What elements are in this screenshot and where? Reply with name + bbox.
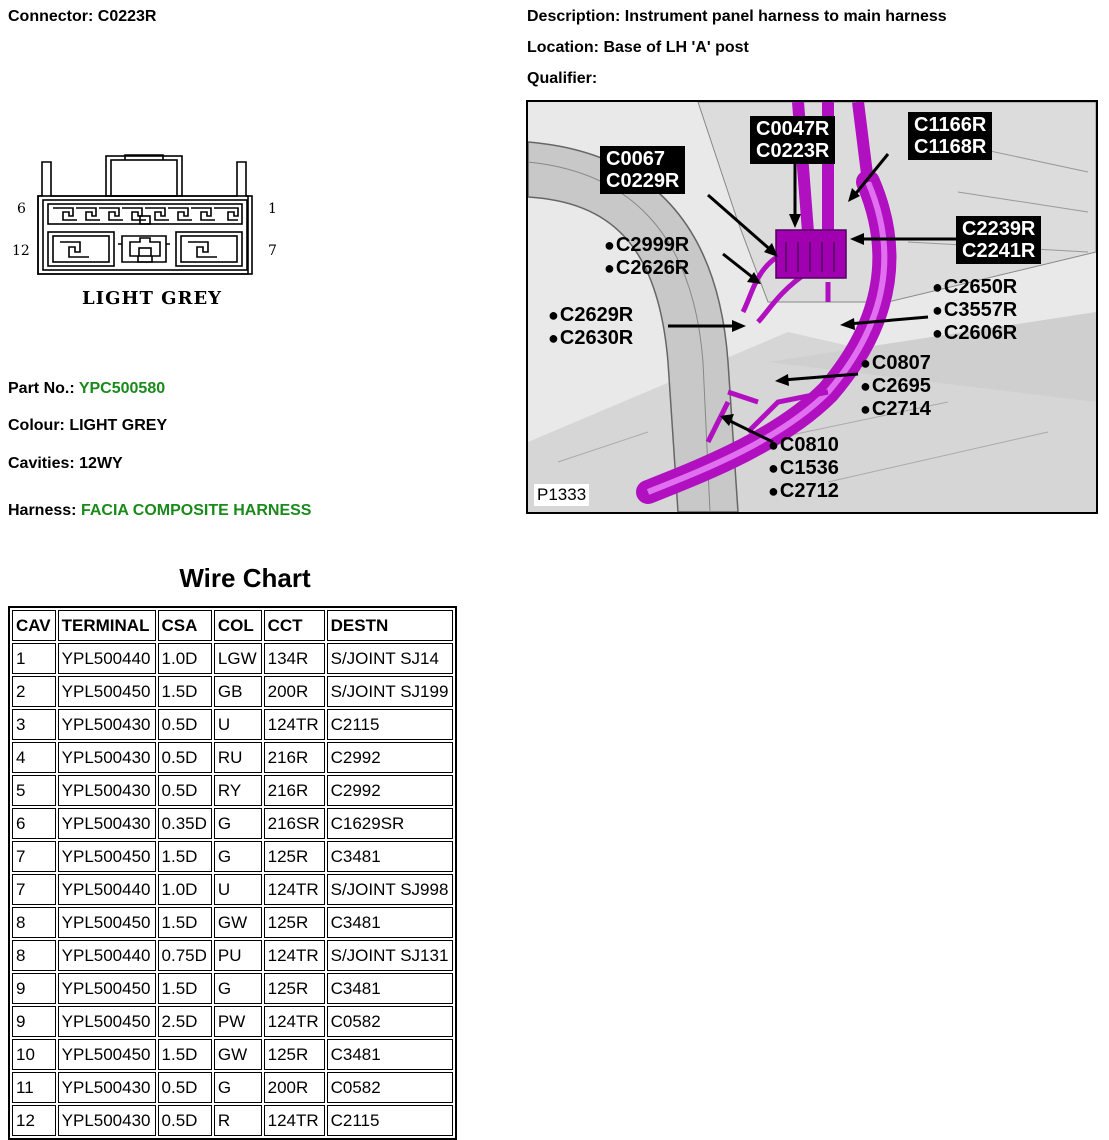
cavities-value: 12WY [79, 455, 123, 472]
header-destn: DESTN [327, 610, 454, 641]
cell-csa: 2.5D [158, 1006, 212, 1037]
cell-cav: 12 [12, 1105, 56, 1136]
cell-cav: 2 [12, 676, 56, 707]
cell-cav: 1 [12, 643, 56, 674]
cell-cav: 7 [12, 874, 56, 905]
cell-destn: C3481 [327, 1039, 454, 1070]
cell-csa: 0.35D [158, 808, 212, 839]
cell-terminal: YPL500450 [58, 907, 156, 938]
cell-col: RU [214, 742, 262, 773]
cell-cct: 125R [264, 841, 325, 872]
cell-terminal: YPL500450 [58, 1039, 156, 1070]
cell-csa: 0.5D [158, 742, 212, 773]
cell-csa: 1.5D [158, 907, 212, 938]
cell-terminal: YPL500450 [58, 1006, 156, 1037]
cell-destn: C2992 [327, 742, 454, 773]
cell-csa: 1.5D [158, 676, 212, 707]
cell-csa: 1.5D [158, 841, 212, 872]
cell-destn: S/JOINT SJ14 [327, 643, 454, 674]
cell-terminal: YPL500440 [58, 874, 156, 905]
cell-terminal: YPL500430 [58, 1072, 156, 1103]
cell-cav: 11 [12, 1072, 56, 1103]
colour-label: Colour: LIGHT GREY [8, 417, 168, 434]
cell-cct: 124TR [264, 1105, 325, 1136]
cell-destn: C2992 [327, 775, 454, 806]
dot-group-1: ● C2999R ● C2626R [604, 234, 689, 280]
connector-drawing-caption: LIGHT GREY [82, 288, 223, 309]
cell-col: LGW [214, 643, 262, 674]
cell-csa: 0.5D [158, 1072, 212, 1103]
cell-cct: 124TR [264, 874, 325, 905]
part-no-label: Part No.: YPC500580 [8, 380, 166, 397]
dot-group-2: ● C2650R ● C3557R ● C2606R [932, 276, 1017, 345]
cell-cav: 9 [12, 1006, 56, 1037]
table-row [12, 907, 453, 938]
cell-cct: 124TR [264, 1006, 325, 1037]
cell-cct: 125R [264, 1039, 325, 1070]
cell-destn: C3481 [327, 841, 454, 872]
cell-col: PW [214, 1006, 262, 1037]
header-cav: CAV [12, 610, 56, 641]
wire-chart-header-row [12, 610, 453, 641]
table-row [12, 874, 453, 905]
cell-csa: 1.5D [158, 1039, 212, 1070]
cell-cav: 6 [12, 808, 56, 839]
cell-destn: C2115 [327, 1105, 454, 1136]
cell-cct: 124TR [264, 709, 325, 740]
table-row [12, 709, 453, 740]
cavities-label: Cavities: 12WY [8, 455, 123, 472]
cell-destn: S/JOINT SJ131 [327, 940, 454, 971]
connector-label: Connector: C0223R [8, 8, 157, 25]
cell-cav: 8 [12, 907, 56, 938]
cell-cct: 125R [264, 973, 325, 1004]
table-row [12, 940, 453, 971]
cell-csa: 1.0D [158, 874, 212, 905]
figure-id: P1333 [534, 484, 589, 506]
harness-label: Harness: FACIA COMPOSITE HARNESS [8, 502, 312, 519]
cell-cav: 7 [12, 841, 56, 872]
cell-terminal: YPL500430 [58, 1105, 156, 1136]
cell-col: G [214, 1072, 262, 1103]
cell-csa: 0.5D [158, 775, 212, 806]
callout-c0047r-c0223r: C0047R C0223R [750, 116, 835, 164]
cell-terminal: YPL500450 [58, 973, 156, 1004]
description-label: Description: Instrument panel harness to main harness [527, 8, 947, 25]
cell-col: G [214, 841, 262, 872]
table-row [12, 1039, 453, 1070]
table-row [12, 841, 453, 872]
table-row [12, 973, 453, 1004]
cell-terminal: YPL500430 [58, 742, 156, 773]
header-csa: CSA [158, 610, 212, 641]
cell-cct: 124TR [264, 940, 325, 971]
pin-number-7: 7 [268, 243, 277, 259]
cell-cct: 216SR [264, 808, 325, 839]
cell-cct: 134R [264, 643, 325, 674]
cell-csa: 0.5D [158, 709, 212, 740]
cell-csa: 0.5D [158, 1105, 212, 1136]
cell-cct: 216R [264, 775, 325, 806]
cell-destn: C1629SR [327, 808, 454, 839]
callout-c0067-c0229r: C0067 C0229R [600, 146, 685, 194]
cell-col: G [214, 973, 262, 1004]
header-terminal: TERMINAL [58, 610, 156, 641]
description-value: Instrument panel harness to main harness [624, 8, 947, 25]
cell-destn: C3481 [327, 907, 454, 938]
header-col: COL [214, 610, 262, 641]
cell-cav: 3 [12, 709, 56, 740]
cell-destn: C3481 [327, 973, 454, 1004]
callout-c1166r-c1168r: C1166R C1168R [908, 112, 992, 160]
cell-col: U [214, 709, 262, 740]
cell-cav: 9 [12, 973, 56, 1004]
cell-cav: 5 [12, 775, 56, 806]
cell-terminal: YPL500430 [58, 808, 156, 839]
table-row [12, 676, 453, 707]
cell-cct: 200R [264, 676, 325, 707]
location-label: Location: Base of LH 'A' post [527, 39, 749, 56]
table-row [12, 775, 453, 806]
part-no-link[interactable]: YPC500580 [78, 380, 166, 397]
cell-col: RY [214, 775, 262, 806]
location-diagram [526, 100, 1098, 514]
table-row [12, 643, 453, 674]
cell-col: GB [214, 676, 262, 707]
cell-terminal: YPL500440 [58, 643, 156, 674]
dot-group-3: ● C2629R ● C2630R [548, 304, 633, 350]
cell-csa: 1.5D [158, 973, 212, 1004]
table-row [12, 742, 453, 773]
connector-value: C0223R [97, 8, 157, 25]
cell-destn: S/JOINT SJ998 [327, 874, 454, 905]
cell-col: G [214, 808, 262, 839]
cell-destn: C0582 [327, 1006, 454, 1037]
cell-cav: 4 [12, 742, 56, 773]
cell-terminal: YPL500440 [58, 940, 156, 971]
cell-col: GW [214, 907, 262, 938]
cell-terminal: YPL500430 [58, 709, 156, 740]
wire-chart-table [8, 606, 457, 1140]
cell-col: GW [214, 1039, 262, 1070]
table-row [12, 1006, 453, 1037]
location-value: Base of LH 'A' post [603, 39, 749, 56]
cell-destn: S/JOINT SJ199 [327, 676, 454, 707]
pin-number-6: 6 [17, 201, 26, 217]
cell-terminal: YPL500430 [58, 775, 156, 806]
cell-destn: C2115 [327, 709, 454, 740]
table-row [12, 808, 453, 839]
callout-c2239r-c2241r: C2239R C2241R [956, 216, 1041, 264]
cell-cav: 8 [12, 940, 56, 971]
cell-col: R [214, 1105, 262, 1136]
table-row [12, 1072, 453, 1103]
cell-col: PU [214, 940, 262, 971]
cell-cav: 10 [12, 1039, 56, 1070]
cell-cct: 125R [264, 907, 325, 938]
cell-terminal: YPL500450 [58, 841, 156, 872]
cell-csa: 0.75D [158, 940, 212, 971]
dot-group-4: ● C0807 ● C2695 ● C2714 [860, 352, 931, 421]
cell-destn: C0582 [327, 1072, 454, 1103]
pin-number-1: 1 [268, 201, 277, 217]
cell-terminal: YPL500450 [58, 676, 156, 707]
cell-col: U [214, 874, 262, 905]
colour-value: LIGHT GREY [69, 417, 168, 434]
pin-number-12: 12 [12, 243, 30, 259]
header-cct: CCT [264, 610, 325, 641]
table-row [12, 1105, 453, 1136]
cell-cct: 216R [264, 742, 325, 773]
wire-chart-title: Wire Chart [179, 563, 311, 593]
harness-link[interactable]: FACIA COMPOSITE HARNESS [80, 502, 312, 519]
cell-cct: 200R [264, 1072, 325, 1103]
dot-group-5: ● C0810 ● C1536 ● C2712 [768, 434, 839, 503]
cell-csa: 1.0D [158, 643, 212, 674]
qualifier-label: Qualifier: [527, 70, 598, 87]
